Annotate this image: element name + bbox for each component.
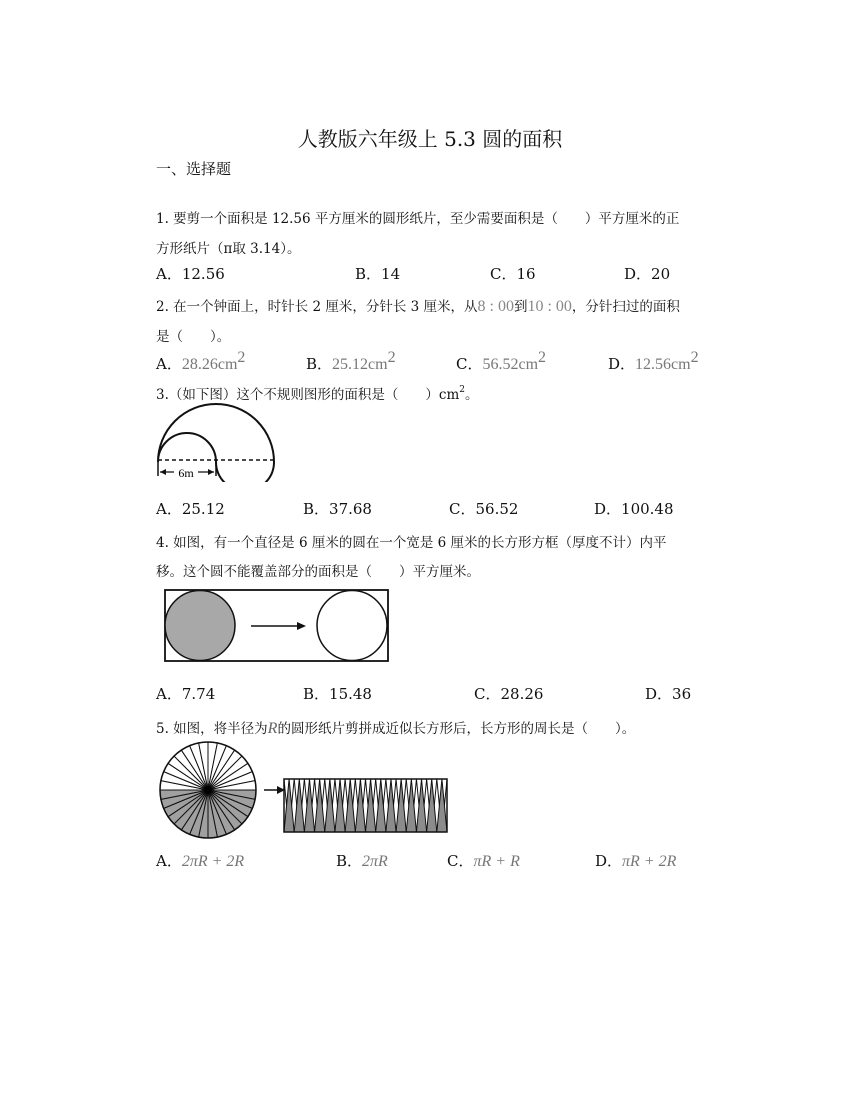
question-1-line-2: 方形纸片（π取 3.14）。: [156, 241, 301, 257]
q2-option-c[interactable]: C．$56.52cm^2$: [456, 349, 547, 373]
q1-option-b[interactable]: B．14: [355, 265, 401, 283]
question-1-line-1: 1. 要剪一个面积是 12.56 平方厘米的圆形纸片，至少需要面积是（ ）平方厘米的正: [156, 211, 680, 227]
q2-option-d[interactable]: D．$12.56cm^2$: [608, 349, 699, 373]
question-4-line-2: 移。这个圆不能覆盖部分的面积是（ ）平方厘米。: [156, 564, 480, 580]
question-3-line-1: 3.（如下图）这个不规则图形的面积是（ ）$cm^2$。: [156, 385, 479, 403]
question-4-line-1: 4. 如图，有一个直径是 6 厘米的圆在一个宽是 6 厘米的长方形方框（厚度不计）内平: [156, 535, 667, 551]
q1-option-a[interactable]: A．12.56: [156, 265, 225, 283]
q5-option-b[interactable]: B．2πR: [336, 852, 388, 870]
question-2-line-2: 是（ ）。: [156, 329, 231, 345]
circle-in-frame-figure: [163, 588, 391, 664]
q4-option-c[interactable]: C．28.26: [474, 685, 544, 703]
q5-option-d[interactable]: D．πR + 2R: [595, 852, 677, 870]
q5-option-c[interactable]: C．πR + R: [447, 852, 520, 870]
circle-center: [204, 786, 212, 794]
sectored-circle-figure: [154, 740, 264, 840]
figure-label-6m: 6m: [178, 466, 194, 480]
section-heading: 一、选择题: [156, 160, 232, 178]
q4-option-b[interactable]: B．15.48: [303, 685, 372, 703]
q4-option-a[interactable]: A．7.74: [156, 685, 216, 703]
q3-option-b[interactable]: B．37.68: [303, 500, 372, 518]
q2-option-b[interactable]: B．$25.12cm^2$: [306, 349, 396, 373]
question-5-line-1: 5. 如图，将半径为R的圆形纸片剪拼成近似长方形后，长方形的周长是（ ）。: [156, 720, 636, 737]
q2-option-a[interactable]: A．$28.26cm^2$: [156, 349, 246, 373]
irregular-shape-figure: [150, 402, 280, 482]
q1-option-d[interactable]: D．20: [624, 265, 671, 283]
page-title: 人教版六年级上 5.3 圆的面积: [297, 127, 563, 151]
time-to: 10 : 00: [527, 298, 572, 315]
question-2-line-1: 2. 在一个钟面上，时针长 2 厘米，分针长 3 厘米，从8 : 00到10 : 00，分针扫过的面积: [156, 298, 680, 315]
q1-option-c[interactable]: C．16: [490, 265, 536, 283]
q4-option-d[interactable]: D．36: [645, 685, 692, 703]
q3-option-c[interactable]: C．56.52: [449, 500, 519, 518]
q3-option-a[interactable]: A．25.12: [156, 500, 225, 518]
time-from: 8 : 00: [477, 298, 514, 315]
approx-rectangle-figure: [282, 777, 450, 835]
q3-option-d[interactable]: D．100.48: [594, 500, 674, 518]
q5-option-a[interactable]: A．2πR + 2R: [156, 852, 245, 870]
